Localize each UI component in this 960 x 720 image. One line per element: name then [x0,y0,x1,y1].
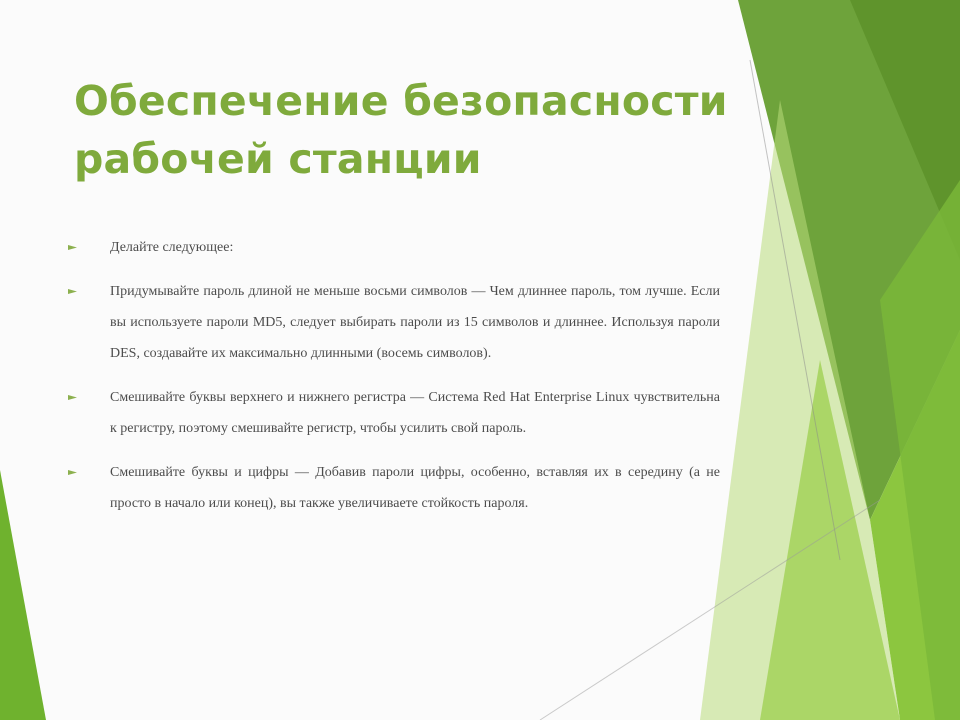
list-item [68,232,720,263]
bullet-list [68,232,720,532]
left-green-wedge [0,470,46,720]
list-item [68,457,720,519]
bullet-text: Придумывайте пароль длиной не меньше восьми символов — Чем длиннее пароль, том лучше. Если вы используете пароли MD5, следует выбирать пароли из 15 символов и длиннее. Используя пароли DES, создавайте их максимально длинными (восемь символов). [110,284,720,361]
list-item [68,276,720,369]
bullet-text: Делайте следующее: [110,240,234,255]
bullet-text: Смешивайте буквы и цифры — Добавив пароли цифры, особенно, вставляя их в середину (а не просто в начало или конец), вы также увеличиваете стойкость пароля. [110,465,720,511]
slide-title: Обеспечение безопасности рабочей станции [74,77,728,183]
triangle-arrow-icon [68,244,77,251]
triangle-arrow-icon [68,469,77,476]
bullet-text: Смешивайте буквы верхнего и нижнего регистра — Система Red Hat Enterprise Linux чувствительна к регистру, поэтому смешивайте регистр, чтобы усилить свой пароль. [110,390,720,436]
triangle-arrow-icon [68,288,77,295]
list-item [68,382,720,444]
triangle-arrow-icon [68,394,77,401]
